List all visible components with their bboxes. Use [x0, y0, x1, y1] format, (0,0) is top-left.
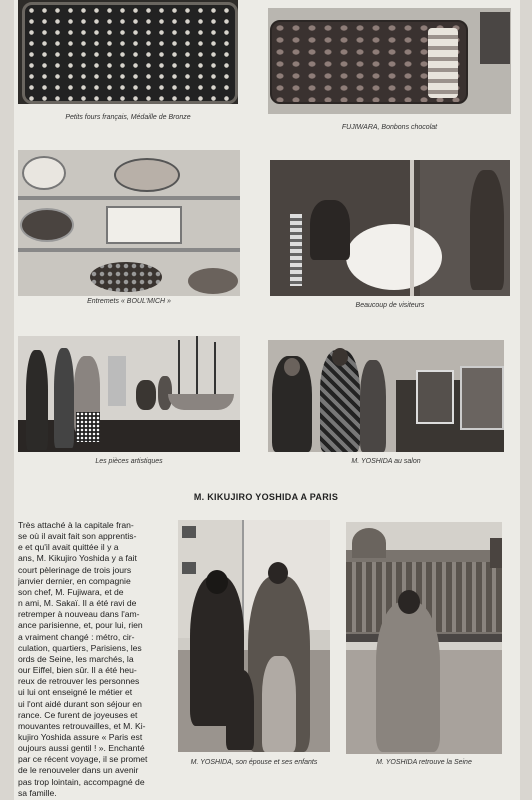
caption-famille: M. YOSHIDA, son épouse et ses enfants [190, 759, 318, 766]
article-line: janvier dernier, en compagnie [18, 575, 131, 586]
photo-yoshida-salon [268, 340, 504, 452]
article-line: culation, quartiers, Parisiens, les [18, 642, 142, 653]
article-line: ance parisienne, et, pour lui, rien [18, 620, 143, 631]
article-line: rance. Ce furent de joyeuses et [18, 709, 138, 720]
caption-salon: M. YOSHIDA au salon [351, 458, 421, 465]
photo-yoshida-famille [178, 520, 330, 752]
article-line: e et qu'il avait quittée il y a [18, 542, 119, 553]
article-line: ui l'ont aidé durant son séjour en [18, 698, 142, 709]
article-line: kujiro Yoshida assure « Paris est [18, 731, 143, 742]
article-title: M. KIKUJIRO YOSHIDA A PARIS [193, 492, 339, 502]
photo-pieces-artistiques [18, 336, 240, 452]
article-line: ans, M. Kikujiro Yoshida y a fait [18, 553, 137, 564]
caption-fujiwara: FUJIWARA, Bonbons chocolat [341, 124, 438, 131]
photo-petits-fours [18, 0, 238, 104]
caption-visiteurs: Beaucoup de visiteurs [355, 302, 425, 309]
article-line: reux de retrouver les personnes [18, 676, 140, 687]
article-line: ui lui ont enseigné le métier et [18, 687, 133, 698]
article-line: mouvantes retrouvailles, et M. Ki- [18, 720, 146, 731]
article-line: son chef, M. Fujiwara, et de [18, 586, 124, 597]
article-line: a vraiment changé : métro, cir- [18, 631, 135, 642]
article-line: pas trop lointain, accompagné de [18, 776, 145, 787]
caption-seine: M. YOSHIDA retrouve la Seine [376, 759, 472, 766]
article-line: sa famille. [18, 787, 57, 798]
photo-entremets [18, 150, 240, 296]
article-line: n ami, M. Sakaï. Il a été ravi de [18, 598, 137, 609]
article-body [18, 520, 170, 799]
article-line: de le renouveler dans un avenir [18, 765, 139, 776]
photo-visiteurs [270, 160, 510, 296]
caption-petits-fours: Petits fours français, Médaille de Bronze [65, 114, 191, 121]
article-line: Très attaché à la capitale fran- [18, 520, 134, 530]
article-line: retremper à nouveau dans l'am- [18, 609, 140, 620]
article-line: par ce récent voyage, il se promet [18, 754, 148, 765]
photo-yoshida-seine [346, 522, 502, 754]
article-line: court pèlerinage de trois jours [18, 564, 132, 575]
article-line: se où il avait fait son apprentis- [18, 531, 137, 542]
article-line: ords de Seine, les marchés, la [18, 653, 134, 664]
caption-entremets: Entremets « BOUL'MICH » [87, 298, 171, 305]
caption-pieces: Les pièces artistiques [95, 458, 163, 465]
article-line: our Eiffel, bien sûr. Il a été heu- [18, 665, 137, 676]
article-line: oujours aussi gentil ! ». Enchanté [18, 743, 145, 754]
photo-fujiwara-bonbons [268, 8, 511, 114]
